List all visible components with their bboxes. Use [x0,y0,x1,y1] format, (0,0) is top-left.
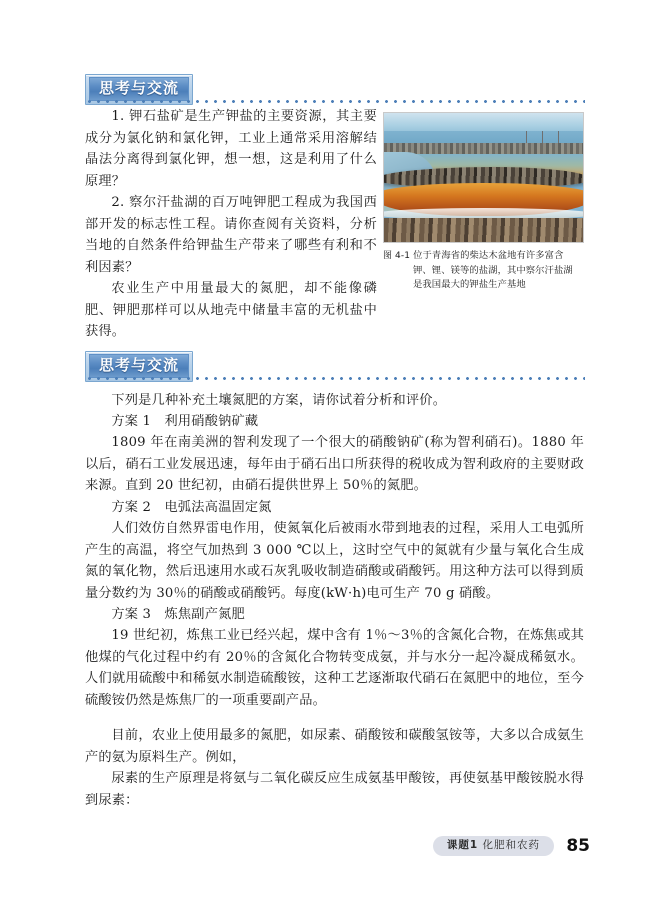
figure-label: 图 4-1 [383,251,411,261]
footer-chapter-title: 化肥和农药 [482,839,540,851]
photo-pole-icon [526,131,527,143]
question-item-2: 2. 察尔汗盐湖的百万吨钾肥工程成为我国西部开发的标志性工程。请你查阅有关资料，分析当地的自然条件给钾盐生产带来了哪些有利和不利因素？ [85,195,377,275]
page-number: 85 [566,836,590,856]
plan-1-heading: 方案 1 利用硝酸钠矿藏 [111,414,259,429]
badge-label: 思考与交流 [89,77,189,101]
badge-label: 思考与交流 [89,354,189,378]
page-footer [0,836,650,862]
figure-caption-line-2: 钾、锂、镁等的盐湖，其中察尔汗盐湖 [413,264,573,276]
plan-2-body: 人们效仿自然界雷电作用，使氮氧化后被雨水带到地表的过程，采用人工电弧所产生的高温，将空气加热到 3 000 ℃以上，这时空气中的氮就有少量与氧化合生成氮的氧化物，然后迅速用水或石灰乳吸收制造硝酸或硝酸钙。用这种方法可以得到质量分数约为 30％的硝酸或硝酸钙。每度(kW·h)电可生产 70 g 硝酸。 [85,521,584,601]
tail-paragraph-2: 尿素的生产原理是将氨与二氧化碳反应生成氨基甲酸铵，再使氨基甲酸铵脱水得到尿素： [85,771,584,808]
plan-1-body: 1809 年在南美洲的智利发现了一个很大的硝酸钠矿(称为智利硝石)。1880 年以后，硝石工业发展迅速，每年由于硝石出口所获得的税收成为智利政府的主要财政来源。直到 20 世纪初，由硝石提供世界上 50％的氮肥。 [85,435,584,493]
footer-chapter-label: 课题1 [446,839,479,851]
figure-caption-line-1: 位于青海省的柴达木盆地有许多富含 [413,250,564,261]
tail-paragraph-1: 目前，农业上使用最多的氮肥，如尿素、硝酸铵和碳酸氢铵等，大多以合成氨生产的氨为原料生产。例如， [85,728,584,765]
figure-caption-line-3: 是我国最大的钾盐生产基地 [413,279,526,290]
plan-3-body: 19 世纪初，炼焦工业已经兴起，煤中含有 1％～3％的含氮化合物，在炼焦或其他煤的气化过程中约有 20％的含氮化合物转变成氨，并与水分一起冷凝成稀氨水。人们就用硫酸中和稀氨水制造硫酸铵，这种工艺逐渐取代硝石在氮肥中的地位，至今硫酸铵仍然是炼焦厂的一项重要副产品。 [85,628,584,708]
photo-foreground [384,218,583,243]
photo-pole-icon [558,131,559,143]
section-2-intro: 下列是几种补充土壤氮肥的方案，请你试着分析和评价。 [111,393,447,408]
plan-2-heading: 方案 2 电弧法高温固定氮 [111,500,272,515]
dotted-divider-1 [85,100,585,103]
figure-4-1 [383,112,584,293]
footer-chapter-pill [433,836,554,856]
section-1-closing-paragraph: 农业生产中用量最大的氮肥，却不能像磷肥、钾肥那样可以从地壳中储量丰富的无机盐中获得。 [85,281,377,339]
salt-lake-photo [383,112,584,243]
dotted-divider-2 [85,377,585,380]
figure-caption [383,249,584,293]
plan-3-heading: 方案 3 炼焦副产氮肥 [111,607,245,622]
question-item-1: 1. 钾石盐矿是生产钾盐的主要资源，其主要成分为氯化钠和氯化钾，工业上通常采用溶解结晶法分离得到氯化钾，想一想，这是利用了什么原理？ [85,109,377,189]
photo-pole-icon [542,131,543,143]
